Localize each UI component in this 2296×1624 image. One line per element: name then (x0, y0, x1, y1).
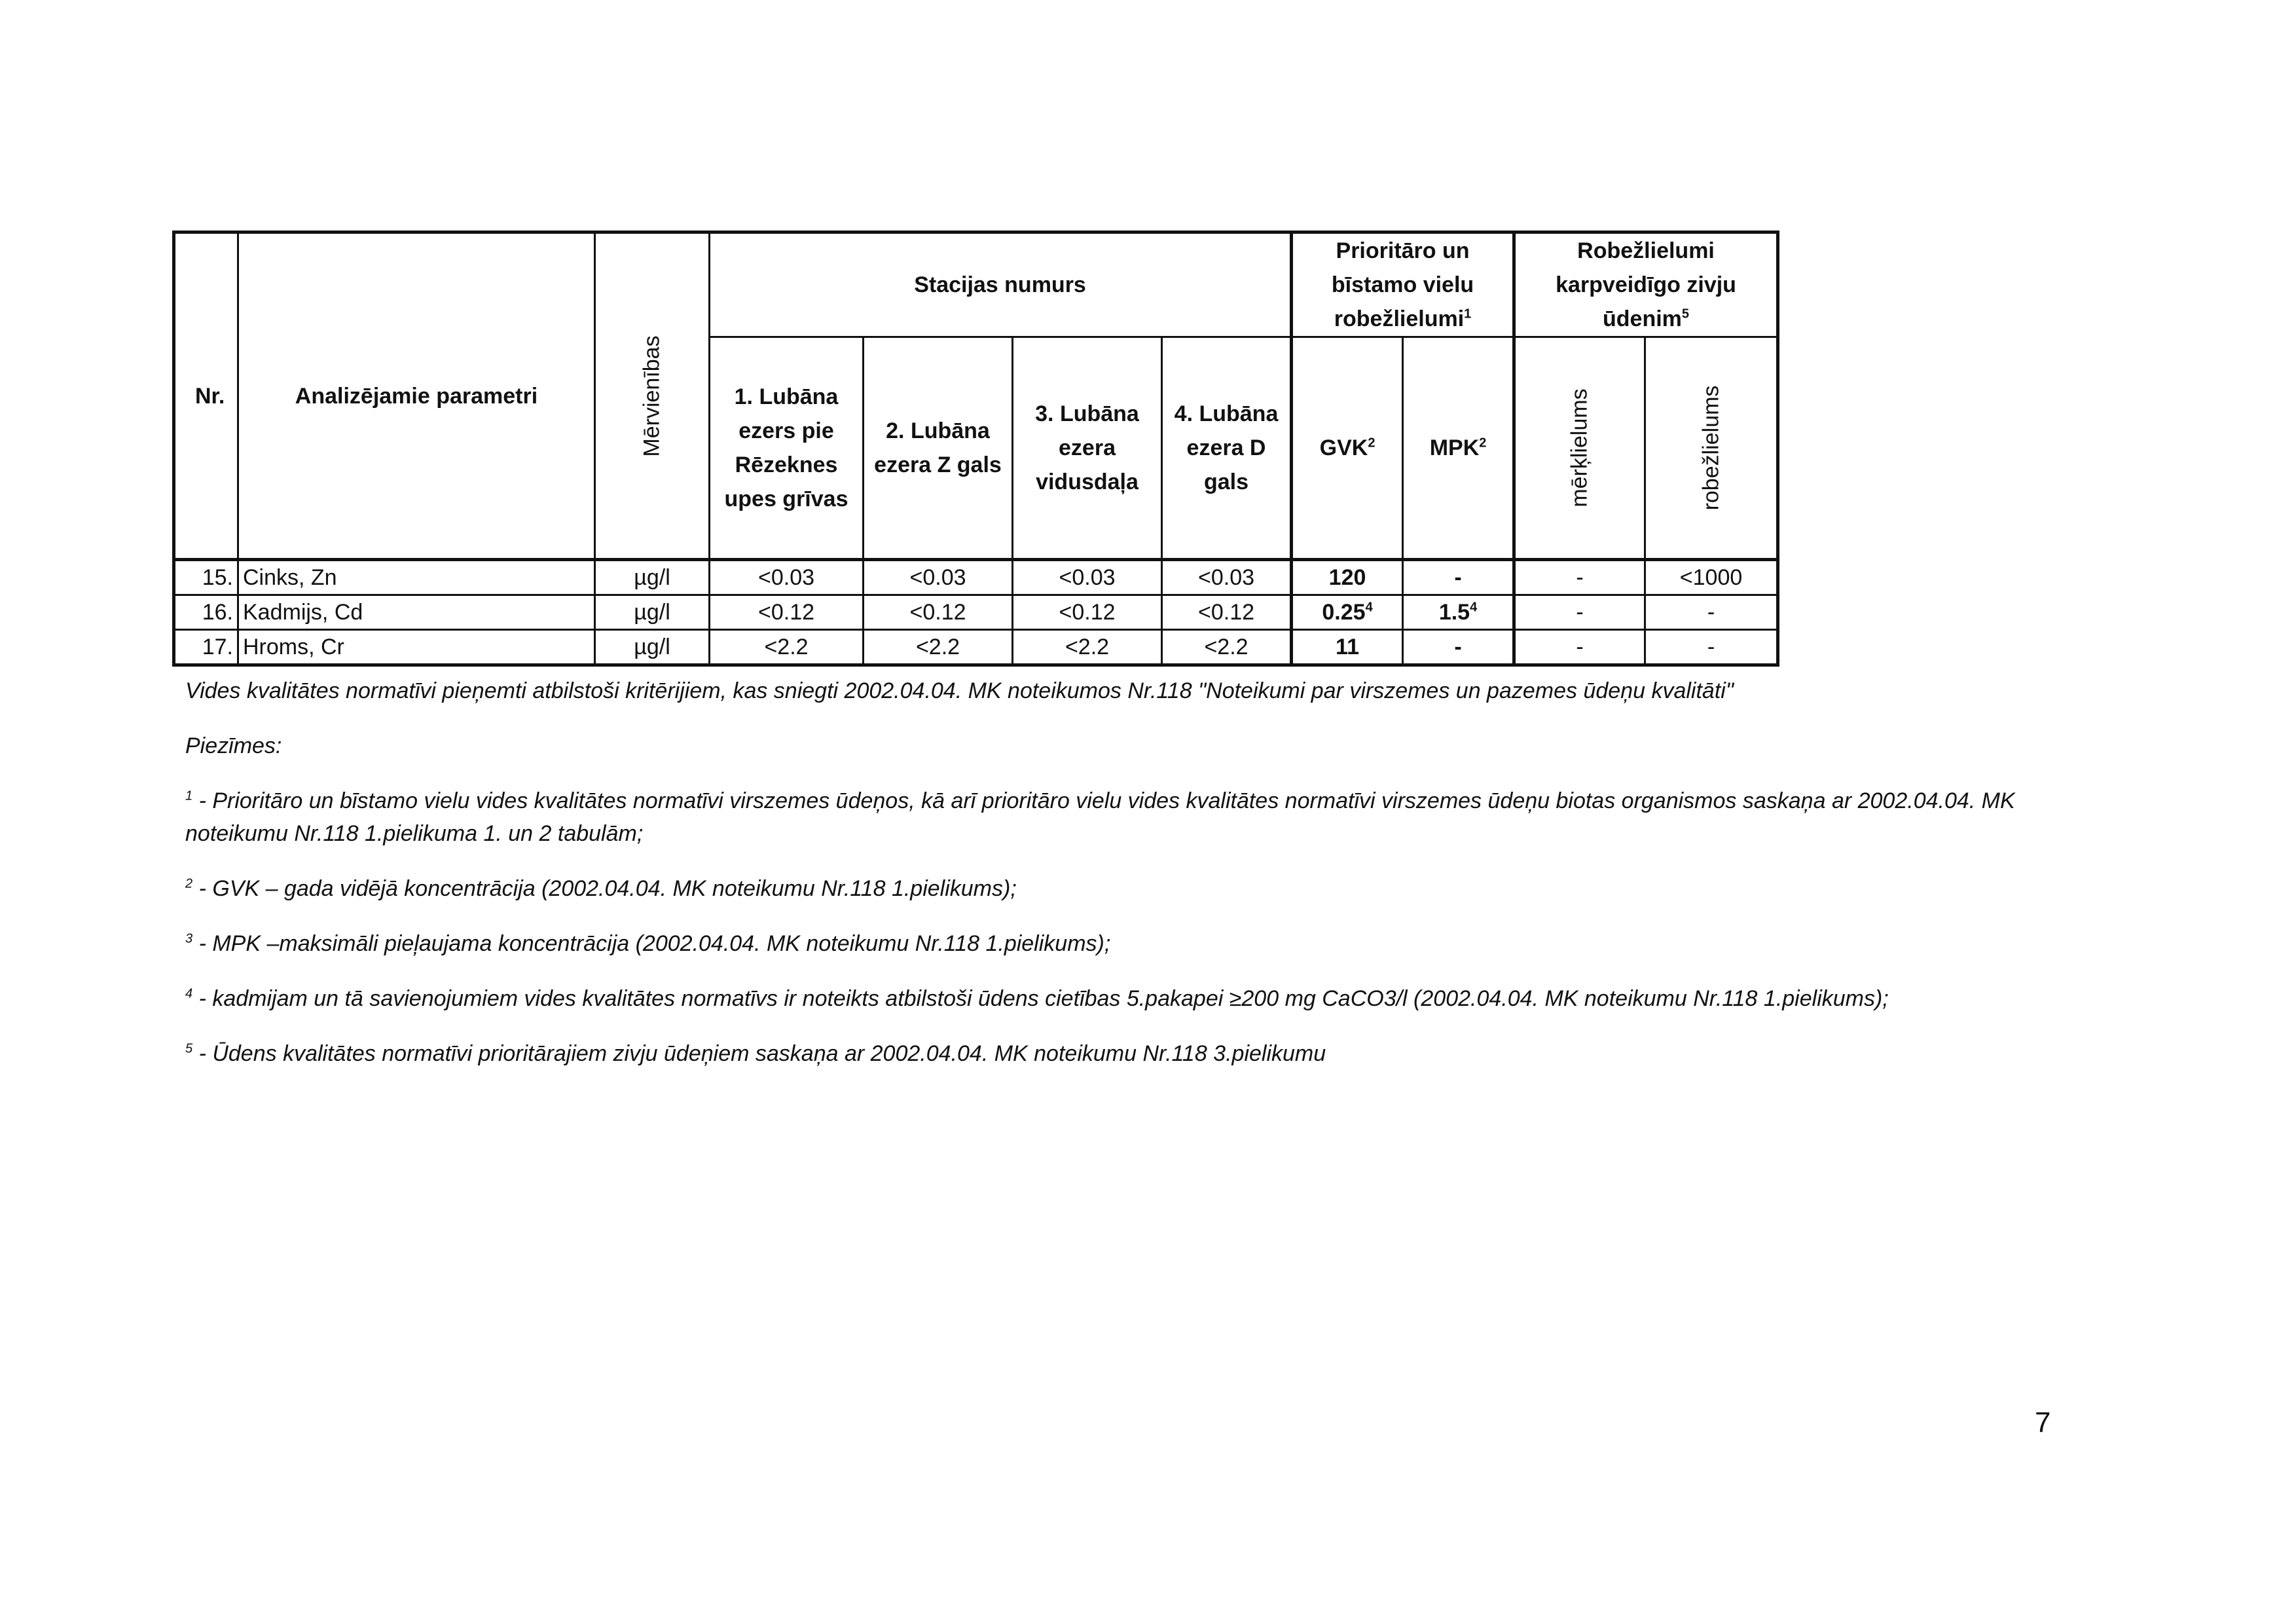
page-number: 7 (2035, 1407, 2051, 1439)
row-station-3: <0.12 (1013, 595, 1162, 630)
row-station-1: <0.12 (710, 595, 864, 630)
table-row (174, 595, 1778, 630)
header-nr: Nr. (174, 232, 238, 560)
row-station-2: <0.12 (864, 595, 1013, 630)
note-item: $^4$ - kadmijam un tā savienojumiem vides kvalitātes normatīvs ir noteikts atbilstoši ūdens cietības 5.pakapei ≥200 mg CaCO3/l (2002.04.04. MK noteikumu Nr.118 1.pielikums); (185, 986, 1889, 1011)
row-unit: µg/l (595, 560, 710, 595)
row-limit: <1000 (1645, 560, 1778, 595)
row-nr: 15. (174, 560, 238, 595)
row-target: - (1514, 595, 1645, 630)
notes-section (185, 674, 2084, 1092)
header-units-label: Mērvienības (640, 335, 665, 457)
header-mpk: MPK$^2$ (1403, 337, 1514, 560)
header-limit-value (1645, 337, 1778, 560)
header-station-group: Stacijas numurs (710, 232, 1292, 337)
row-nr: 17. (174, 630, 238, 665)
header-station-3: 3. Lubāna ezera vidusdaļa (1013, 337, 1162, 560)
row-station-3: <0.03 (1013, 560, 1162, 595)
row-gvk: 0.25$^4$ (1292, 595, 1403, 630)
row-gvk: 11 (1292, 630, 1403, 665)
row-station-2: <0.03 (864, 560, 1013, 595)
row-limit: - (1645, 630, 1778, 665)
row-gvk: 120 (1292, 560, 1403, 595)
header-target-label: mērķlielums (1567, 388, 1593, 507)
row-target: - (1514, 560, 1645, 595)
header-target-value (1514, 337, 1645, 560)
row-parameter: Hroms, Cr (238, 630, 595, 665)
row-station-1: <0.03 (710, 560, 864, 595)
water-quality-table (172, 231, 1779, 667)
row-parameter: Kadmijs, Cd (238, 595, 595, 630)
note-item: $^2$ - GVK – gada vidējā koncentrācija (2002.04.04. MK noteikumu Nr.118 1.pielikums); (185, 876, 1017, 901)
row-station-4: <0.12 (1162, 595, 1292, 630)
row-unit: µg/l (595, 595, 710, 630)
note-item: $^1$ - Prioritāro un bīstamo vielu vides kvalitātes normatīvi virszemes ūdeņos, kā arī prioritāro vielu vides kvalitātes normatīvi virszemes ūdeņu biotas organismos saskaņa ar 2002.04.04. MK noteikumu Nr.118 1.pielikuma 1. un 2 tabulām; (185, 788, 2015, 846)
table-row (174, 630, 1778, 665)
header-gvk: GVK$^2$ (1292, 337, 1403, 560)
row-mpk: - (1403, 630, 1514, 665)
header-station-4: 4. Lubāna ezera D gals (1162, 337, 1292, 560)
row-station-1: <2.2 (710, 630, 864, 665)
header-priority-group: Prioritāro un bīstamo vielu robežlielumi$^1$ (1292, 232, 1514, 337)
row-station-2: <2.2 (864, 630, 1013, 665)
note-item: $^3$ - MPK –maksimāli pieļaujama koncentrācija (2002.04.04. MK noteikumu Nr.118 1.pielikums); (185, 931, 1111, 956)
row-station-4: <2.2 (1162, 630, 1292, 665)
header-carp-group: Robežlielumi karpveidīgo zivju ūdenim$^5$ (1514, 232, 1778, 337)
header-parameters: Analizējamie parametri (238, 232, 595, 560)
header-limit-label: robežlielums (1698, 385, 1724, 511)
row-parameter: Cinks, Zn (238, 560, 595, 595)
table-row (174, 560, 1778, 595)
notes-intro: Vides kvalitātes normatīvi pieņemti atbilstoši kritērijiem, kas sniegti 2002.04.04. MK noteikumos Nr.118 "Noteikumi par virszemes un pazemes ūdeņu kvalitāti" (185, 678, 1734, 703)
row-unit: µg/l (595, 630, 710, 665)
row-station-4: <0.03 (1162, 560, 1292, 595)
row-mpk: - (1403, 560, 1514, 595)
row-target: - (1514, 630, 1645, 665)
row-nr: 16. (174, 595, 238, 630)
header-station-2: 2. Lubāna ezera Z gals (864, 337, 1013, 560)
header-station-1: 1. Lubāna ezers pie Rēzeknes upes grīvas (710, 337, 864, 560)
row-station-3: <2.2 (1013, 630, 1162, 665)
row-limit: - (1645, 595, 1778, 630)
note-item: $^5$ - Ūdens kvalitātes normatīvi prioritārajiem zivju ūdeņiem saskaņa ar 2002.04.04. MK noteikumu Nr.118 3.pielikumu (185, 1041, 1326, 1066)
header-units (595, 232, 710, 560)
row-mpk: $1.5^4$ (1403, 595, 1514, 630)
notes-heading: Piezīmes: (185, 733, 282, 758)
